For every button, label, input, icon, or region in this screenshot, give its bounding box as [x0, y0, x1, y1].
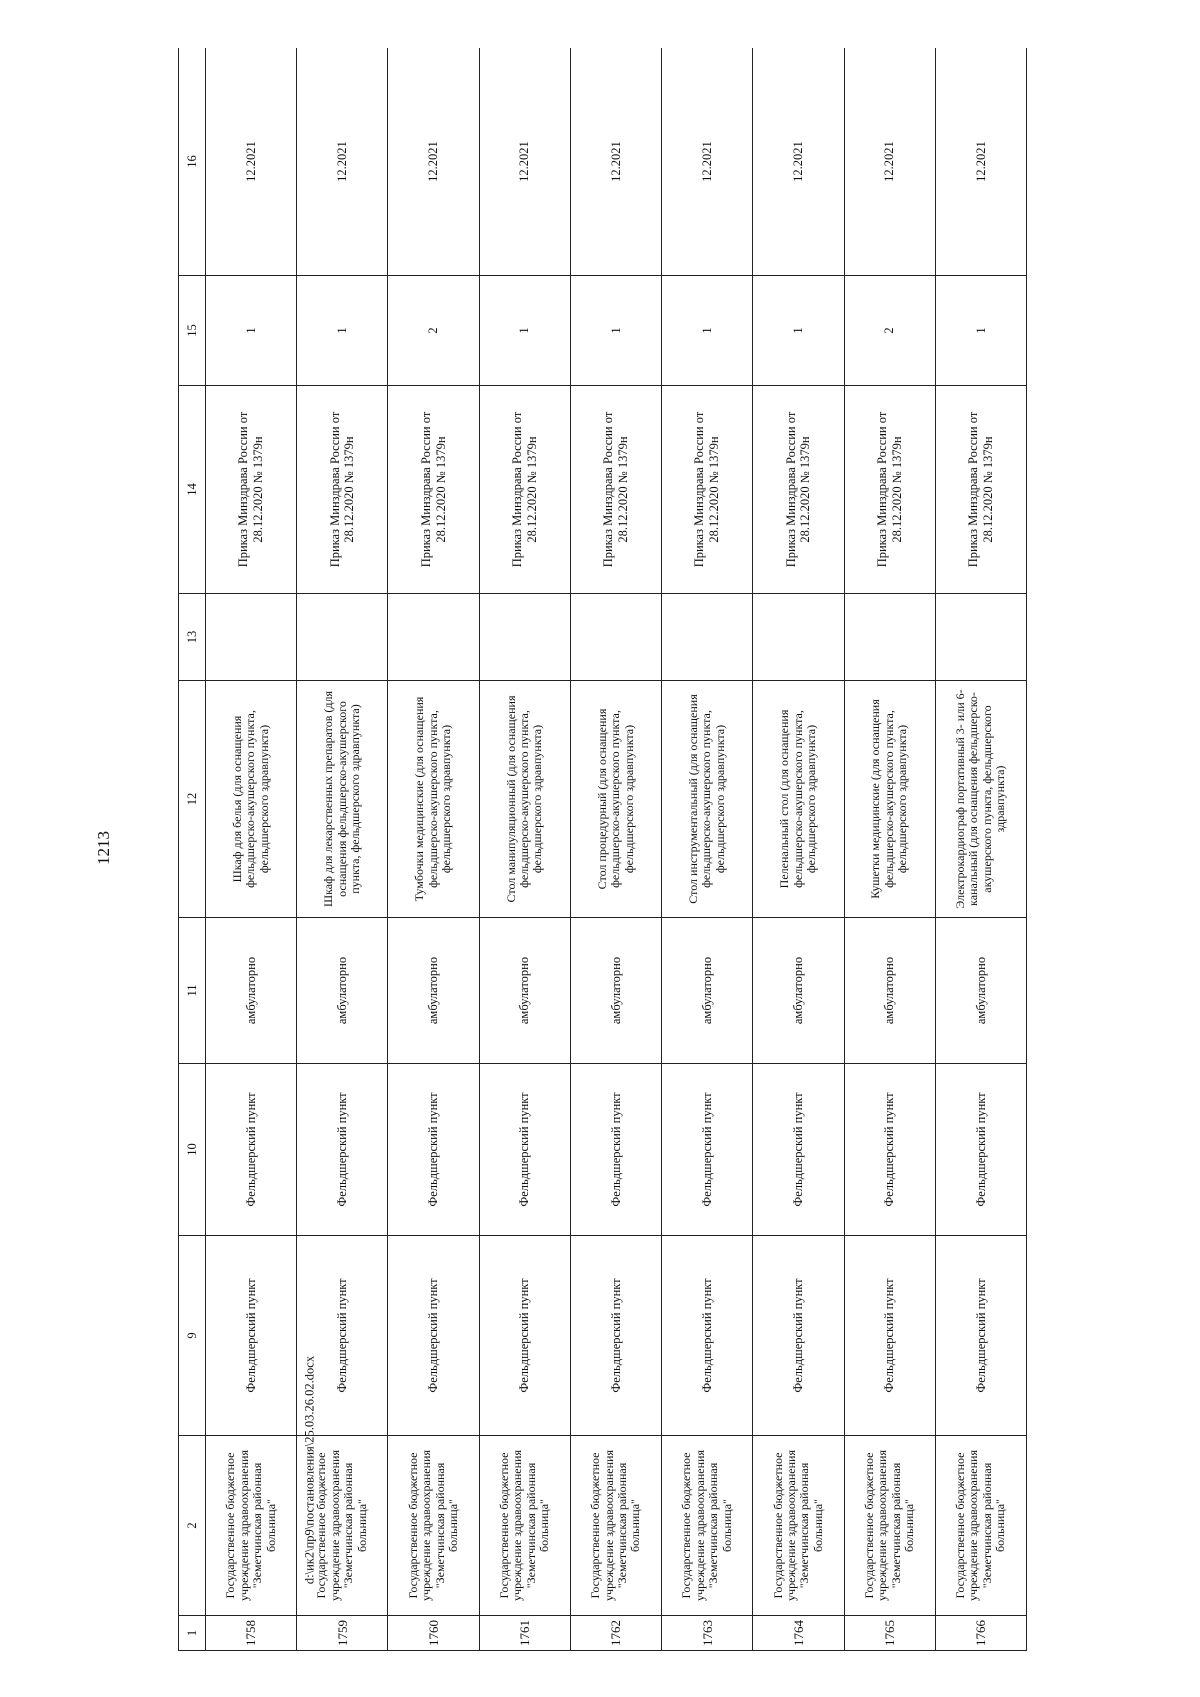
order-cell: Приказ Минздрава России от 28.12.2020 № 1379н	[753, 386, 844, 594]
care-type-cell: амбулаторно	[844, 918, 935, 1064]
row-number-cell: 1761	[479, 1616, 570, 1651]
col10-cell: Фельдшерский пункт	[844, 1064, 935, 1236]
col10-cell: Фельдшерский пункт	[662, 1064, 753, 1236]
col13-cell	[479, 594, 570, 681]
col9-cell: Фельдшерский пункт	[388, 1236, 479, 1436]
organization-cell: Государственное бюджетное учреждение здравоохранения "Земетчинская районная больница"	[844, 1436, 935, 1616]
equipment-name-cell: Шкаф для белья (для оснащения фельдшерско-акушерского пункта, фельдшерского здравпункта)	[206, 681, 297, 918]
date-cell: 12.2021	[844, 48, 935, 276]
equipment-name-cell: Шкаф для лекарственных препаратов (для оснащения фельдшерско-акушерского пункта, фельдшерского здравпункта)	[297, 681, 388, 918]
order-cell: Приказ Минздрава России от 28.12.2020 № 1379н	[388, 386, 479, 594]
date-cell: 12.2021	[935, 48, 1026, 276]
col-header-12: 12	[179, 681, 206, 918]
table-row	[479, 48, 570, 1651]
file-path: d:\ик2\пр9\постановления\25.03.26.02.docx	[302, 1355, 317, 1585]
col10-cell: Фельдшерский пункт	[388, 1064, 479, 1236]
col-header-14: 14	[179, 386, 206, 594]
quantity-cell: 2	[388, 276, 479, 386]
col13-cell	[844, 594, 935, 681]
row-number-cell: 1760	[388, 1616, 479, 1651]
quantity-cell: 1	[662, 276, 753, 386]
order-cell: Приказ Минздрава России от 28.12.2020 № 1379н	[844, 386, 935, 594]
row-number-cell: 1763	[662, 1616, 753, 1651]
col13-cell	[206, 594, 297, 681]
col9-cell: Фельдшерский пункт	[479, 1236, 570, 1436]
equipment-name-cell: Электрокардиограф портативный 3- или 6-канальный (для оснащения фельдшерско-акушерского пункта, фельдшерского здравпункта)	[935, 681, 1026, 918]
quantity-cell: 1	[297, 276, 388, 386]
col13-cell	[570, 594, 661, 681]
col13-cell	[753, 594, 844, 681]
col-header-15: 15	[179, 276, 206, 386]
care-type-cell: амбулаторно	[297, 918, 388, 1064]
row-number-cell: 1766	[935, 1616, 1026, 1651]
col9-cell: Фельдшерский пункт	[935, 1236, 1026, 1436]
table-row	[662, 48, 753, 1651]
col10-cell: Фельдшерский пункт	[935, 1064, 1026, 1236]
col13-cell	[297, 594, 388, 681]
quantity-cell: 1	[935, 276, 1026, 386]
order-cell: Приказ Минздрава России от 28.12.2020 № 1379н	[206, 386, 297, 594]
organization-cell: Государственное бюджетное учреждение здравоохранения "Земетчинская районная больница"	[479, 1436, 570, 1616]
date-cell: 12.2021	[753, 48, 844, 276]
equipment-name-cell: Пеленальный стол (для оснащения фельдшерско-акушерского пункта, фельдшерского здравпункта)	[753, 681, 844, 918]
col9-cell: Фельдшерский пункт	[297, 1236, 388, 1436]
care-type-cell: амбулаторно	[388, 918, 479, 1064]
date-cell: 12.2021	[479, 48, 570, 276]
care-type-cell: амбулаторно	[570, 918, 661, 1064]
care-type-cell: амбулаторно	[662, 918, 753, 1064]
care-type-cell: амбулаторно	[479, 918, 570, 1064]
organization-cell: Государственное бюджетное учреждение здравоохранения "Земетчинская районная больница"	[753, 1436, 844, 1616]
row-number-cell: 1764	[753, 1616, 844, 1651]
date-cell: 12.2021	[662, 48, 753, 276]
care-type-cell: амбулаторно	[206, 918, 297, 1064]
col-header-1: 1	[179, 1616, 206, 1651]
table-row	[388, 48, 479, 1651]
date-cell: 12.2021	[297, 48, 388, 276]
order-cell: Приказ Минздрава России от 28.12.2020 № 1379н	[662, 386, 753, 594]
column-number-row	[179, 48, 206, 1651]
row-number-cell: 1765	[844, 1616, 935, 1651]
col9-cell: Фельдшерский пункт	[753, 1236, 844, 1436]
row-number-cell: 1759	[297, 1616, 388, 1651]
organization-cell: Государственное бюджетное учреждение здравоохранения "Земетчинская районная больница"	[662, 1436, 753, 1616]
col-header-13: 13	[179, 594, 206, 681]
equipment-name-cell: Тумбочки медицинские (для оснащения фельдшерско-акушерского пункта, фельдшерского здравпункта)	[388, 681, 479, 918]
col-header-10: 10	[179, 1064, 206, 1236]
table-row	[570, 48, 661, 1651]
table-body	[206, 48, 1027, 1651]
col9-cell: Фельдшерский пункт	[844, 1236, 935, 1436]
col9-cell: Фельдшерский пункт	[662, 1236, 753, 1436]
quantity-cell: 1	[206, 276, 297, 386]
col9-cell: Фельдшерский пункт	[570, 1236, 661, 1436]
date-cell: 12.2021	[570, 48, 661, 276]
col10-cell: Фельдшерский пункт	[570, 1064, 661, 1236]
table-row	[206, 48, 297, 1651]
table-row	[935, 48, 1026, 1651]
date-cell: 12.2021	[388, 48, 479, 276]
organization-cell: Государственное бюджетное учреждение здравоохранения "Земетчинская районная больница"	[935, 1436, 1026, 1616]
organization-cell: Государственное бюджетное учреждение здравоохранения "Земетчинская районная больница"	[297, 1436, 388, 1616]
care-type-cell: амбулаторно	[753, 918, 844, 1064]
quantity-cell: 1	[753, 276, 844, 386]
row-number-cell: 1758	[206, 1616, 297, 1651]
page-number: 1213	[94, 831, 113, 865]
equipment-name-cell: Стол манипуляционный (для оснащения фельдшерско-акушерского пункта, фельдшерского здравпункта)	[479, 681, 570, 918]
order-cell: Приказ Минздрава России от 28.12.2020 № 1379н	[570, 386, 661, 594]
col10-cell: Фельдшерский пункт	[297, 1064, 388, 1236]
col-header-9: 9	[179, 1236, 206, 1436]
order-cell: Приказ Минздрава России от 28.12.2020 № 1379н	[297, 386, 388, 594]
quantity-cell: 1	[570, 276, 661, 386]
col9-cell: Фельдшерский пункт	[206, 1236, 297, 1436]
date-cell: 12.2021	[206, 48, 297, 276]
col10-cell: Фельдшерский пункт	[206, 1064, 297, 1236]
organization-cell: Государственное бюджетное учреждение здравоохранения "Земетчинская районная больница"	[388, 1436, 479, 1616]
col10-cell: Фельдшерский пункт	[753, 1064, 844, 1236]
col-header-11: 11	[179, 918, 206, 1064]
table-row	[844, 48, 935, 1651]
order-cell: Приказ Минздрава России от 28.12.2020 № 1379н	[479, 386, 570, 594]
organization-cell: Государственное бюджетное учреждение здравоохранения "Земетчинская районная больница"	[570, 1436, 661, 1616]
equipment-name-cell: Стол процедурный (для оснащения фельдшерско-акушерского пункта, фельдшерского здравпункта)	[570, 681, 661, 918]
col10-cell: Фельдшерский пункт	[479, 1064, 570, 1236]
order-cell: Приказ Минздрава России от 28.12.2020 № 1379н	[935, 386, 1026, 594]
col-header-16: 16	[179, 48, 206, 276]
col13-cell	[388, 594, 479, 681]
equipment-name-cell: Стол инструментальный (для оснащения фельдшерско-акушерского пункта, фельдшерского здравпункта)	[662, 681, 753, 918]
col13-cell	[935, 594, 1026, 681]
row-number-cell: 1762	[570, 1616, 661, 1651]
care-type-cell: амбулаторно	[935, 918, 1026, 1064]
col13-cell	[662, 594, 753, 681]
table-row	[753, 48, 844, 1651]
organization-cell: Государственное бюджетное учреждение здравоохранения "Земетчинская районная больница"	[206, 1436, 297, 1616]
quantity-cell: 2	[844, 276, 935, 386]
equipment-name-cell: Кушетки медицинские (для оснащения фельдшерско-акушерского пункта, фельдшерского здравпункта)	[844, 681, 935, 918]
col-header-2: 2	[179, 1436, 206, 1616]
quantity-cell: 1	[479, 276, 570, 386]
